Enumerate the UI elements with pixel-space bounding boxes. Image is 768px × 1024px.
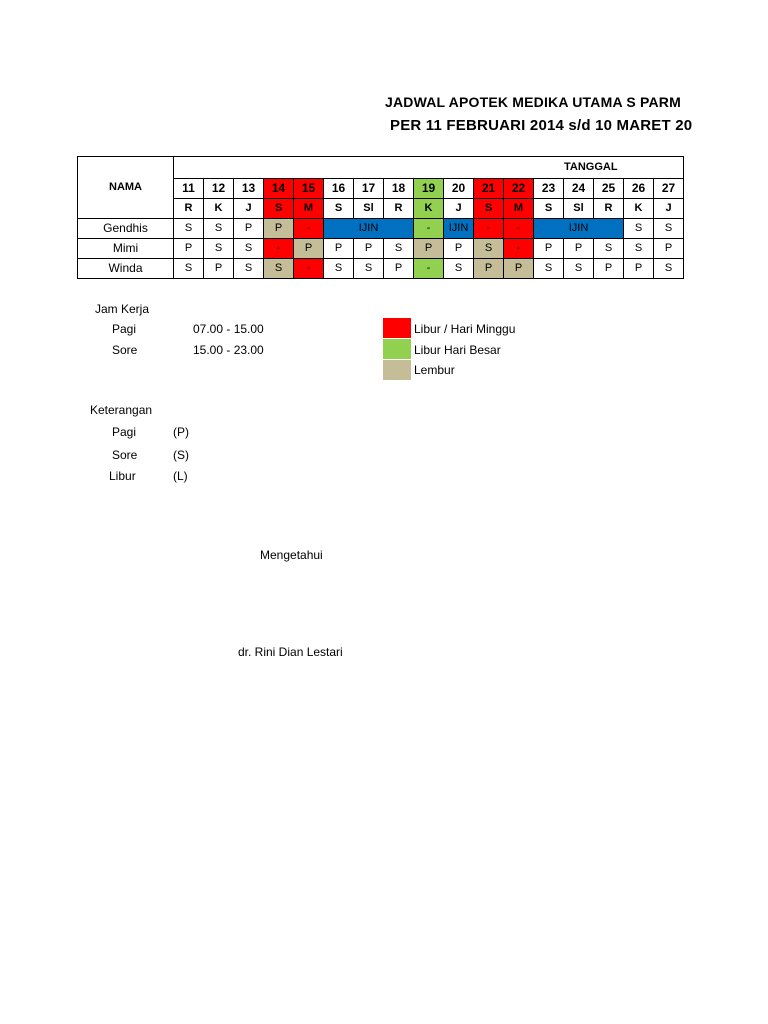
- shift-cell: -: [264, 239, 294, 259]
- table-row: [78, 259, 684, 279]
- shift-cell: -: [504, 219, 534, 239]
- shift-cell: P: [324, 239, 354, 259]
- keterangan-heading: Keterangan: [90, 403, 153, 417]
- day-cell: S: [474, 199, 504, 219]
- legend-swatch-lembur: [383, 360, 411, 380]
- date-cell: 18: [384, 179, 414, 199]
- shift-cell: S: [564, 259, 594, 279]
- shift-cell: P: [174, 239, 204, 259]
- shift-cell: -: [504, 239, 534, 259]
- shift-cell: S: [324, 259, 354, 279]
- date-cell: 16: [324, 179, 354, 199]
- schedule-table: [77, 156, 684, 279]
- shift-cell: -: [414, 259, 444, 279]
- shift-cell: P: [204, 259, 234, 279]
- date-cell: 17: [354, 179, 384, 199]
- day-cell: R: [384, 199, 414, 219]
- shift-cell: -: [294, 259, 324, 279]
- keterangan-pagi-label: Pagi: [112, 425, 137, 439]
- header-row: [78, 157, 684, 179]
- keterangan-libur-label: Libur: [109, 469, 136, 483]
- shift-cell: S: [624, 239, 654, 259]
- shift-cell: S: [174, 259, 204, 279]
- shift-cell: P: [354, 239, 384, 259]
- day-cell: J: [234, 199, 264, 219]
- day-cell: K: [414, 199, 444, 219]
- jam-kerja-pagi-time: 07.00 - 15.00: [193, 322, 264, 336]
- shift-cell: P: [594, 259, 624, 279]
- shift-cell: S: [474, 239, 504, 259]
- shift-cell: IJIN: [534, 219, 624, 239]
- day-cell: S: [264, 199, 294, 219]
- date-cell: 24: [564, 179, 594, 199]
- keterangan-pagi-code: (P): [173, 425, 189, 439]
- jam-kerja-sore-label: Sore: [112, 343, 138, 357]
- shift-cell: S: [594, 239, 624, 259]
- date-cell: 19: [414, 179, 444, 199]
- employee-name: Gendhis: [78, 219, 174, 239]
- legend-libur-besar: Libur Hari Besar: [414, 343, 501, 357]
- day-cell: Sl: [564, 199, 594, 219]
- employee-name: Winda: [78, 259, 174, 279]
- shift-cell: P: [564, 239, 594, 259]
- shift-cell: P: [444, 239, 474, 259]
- legend-swatch-libur-besar: [383, 339, 411, 359]
- day-cell: J: [444, 199, 474, 219]
- shift-cell: P: [294, 239, 324, 259]
- shift-cell: S: [354, 259, 384, 279]
- shift-cell: P: [414, 239, 444, 259]
- jam-kerja-sore-time: 15.00 - 23.00: [193, 343, 264, 357]
- shift-cell: S: [264, 259, 294, 279]
- day-cell: J: [654, 199, 684, 219]
- shift-cell: P: [264, 219, 294, 239]
- jam-kerja-heading: Jam Kerja: [95, 302, 150, 316]
- date-cell: 21: [474, 179, 504, 199]
- date-cell: 23: [534, 179, 564, 199]
- shift-cell: IJIN: [444, 219, 474, 239]
- nama-header: NAMA: [78, 157, 174, 219]
- date-cell: 20: [444, 179, 474, 199]
- day-cell: K: [204, 199, 234, 219]
- date-cell: 22: [504, 179, 534, 199]
- shift-cell: S: [234, 259, 264, 279]
- shift-cell: S: [444, 259, 474, 279]
- day-cell: S: [324, 199, 354, 219]
- date-cell: 11: [174, 179, 204, 199]
- date-cell: 12: [204, 179, 234, 199]
- shift-cell: P: [474, 259, 504, 279]
- shift-cell: P: [234, 219, 264, 239]
- shift-cell: S: [204, 219, 234, 239]
- signatory-name: dr. Rini Dian Lestari: [238, 645, 343, 659]
- shift-cell: S: [384, 239, 414, 259]
- day-cell: R: [174, 199, 204, 219]
- day-cell: R: [594, 199, 624, 219]
- shift-cell: -: [294, 219, 324, 239]
- shift-cell: S: [234, 239, 264, 259]
- table-row: [78, 239, 684, 259]
- shift-cell: IJIN: [324, 219, 414, 239]
- mengetahui-label: Mengetahui: [260, 548, 323, 562]
- shift-cell: S: [174, 219, 204, 239]
- day-cell: M: [504, 199, 534, 219]
- schedule-table-viewport: [0, 0, 684, 300]
- shift-cell: S: [204, 239, 234, 259]
- day-cell: K: [624, 199, 654, 219]
- legend-lembur: Lembur: [414, 363, 455, 377]
- shift-cell: P: [384, 259, 414, 279]
- date-cell: 26: [624, 179, 654, 199]
- date-cell: 27: [654, 179, 684, 199]
- date-cell: 14: [264, 179, 294, 199]
- shift-cell: S: [654, 219, 684, 239]
- date-cell: 25: [594, 179, 624, 199]
- day-cell: Sl: [354, 199, 384, 219]
- shift-cell: -: [474, 219, 504, 239]
- date-cell: 13: [234, 179, 264, 199]
- keterangan-libur-code: (L): [173, 469, 188, 483]
- shift-cell: P: [534, 239, 564, 259]
- legend-swatch-libur-minggu: [383, 318, 411, 338]
- document-title: JADWAL APOTEK MEDIKA UTAMA S PARM: [385, 94, 681, 110]
- shift-cell: S: [534, 259, 564, 279]
- date-cell: 15: [294, 179, 324, 199]
- jam-kerja-pagi-label: Pagi: [112, 322, 137, 336]
- shift-cell: S: [654, 259, 684, 279]
- keterangan-sore-label: Sore: [112, 448, 138, 462]
- shift-cell: -: [414, 219, 444, 239]
- tanggal-header: TANGGAL: [174, 157, 684, 179]
- day-cell: M: [294, 199, 324, 219]
- shift-cell: S: [624, 219, 654, 239]
- keterangan-sore-code: (S): [173, 448, 189, 462]
- day-cell: S: [534, 199, 564, 219]
- document-subtitle: PER 11 FEBRUARI 2014 s/d 10 MARET 20: [390, 117, 693, 134]
- table-row: [78, 219, 684, 239]
- shift-cell: P: [504, 259, 534, 279]
- employee-name: Mimi: [78, 239, 174, 259]
- shift-cell: P: [654, 239, 684, 259]
- shift-cell: P: [624, 259, 654, 279]
- legend-libur-minggu: Libur / Hari Minggu: [414, 322, 516, 336]
